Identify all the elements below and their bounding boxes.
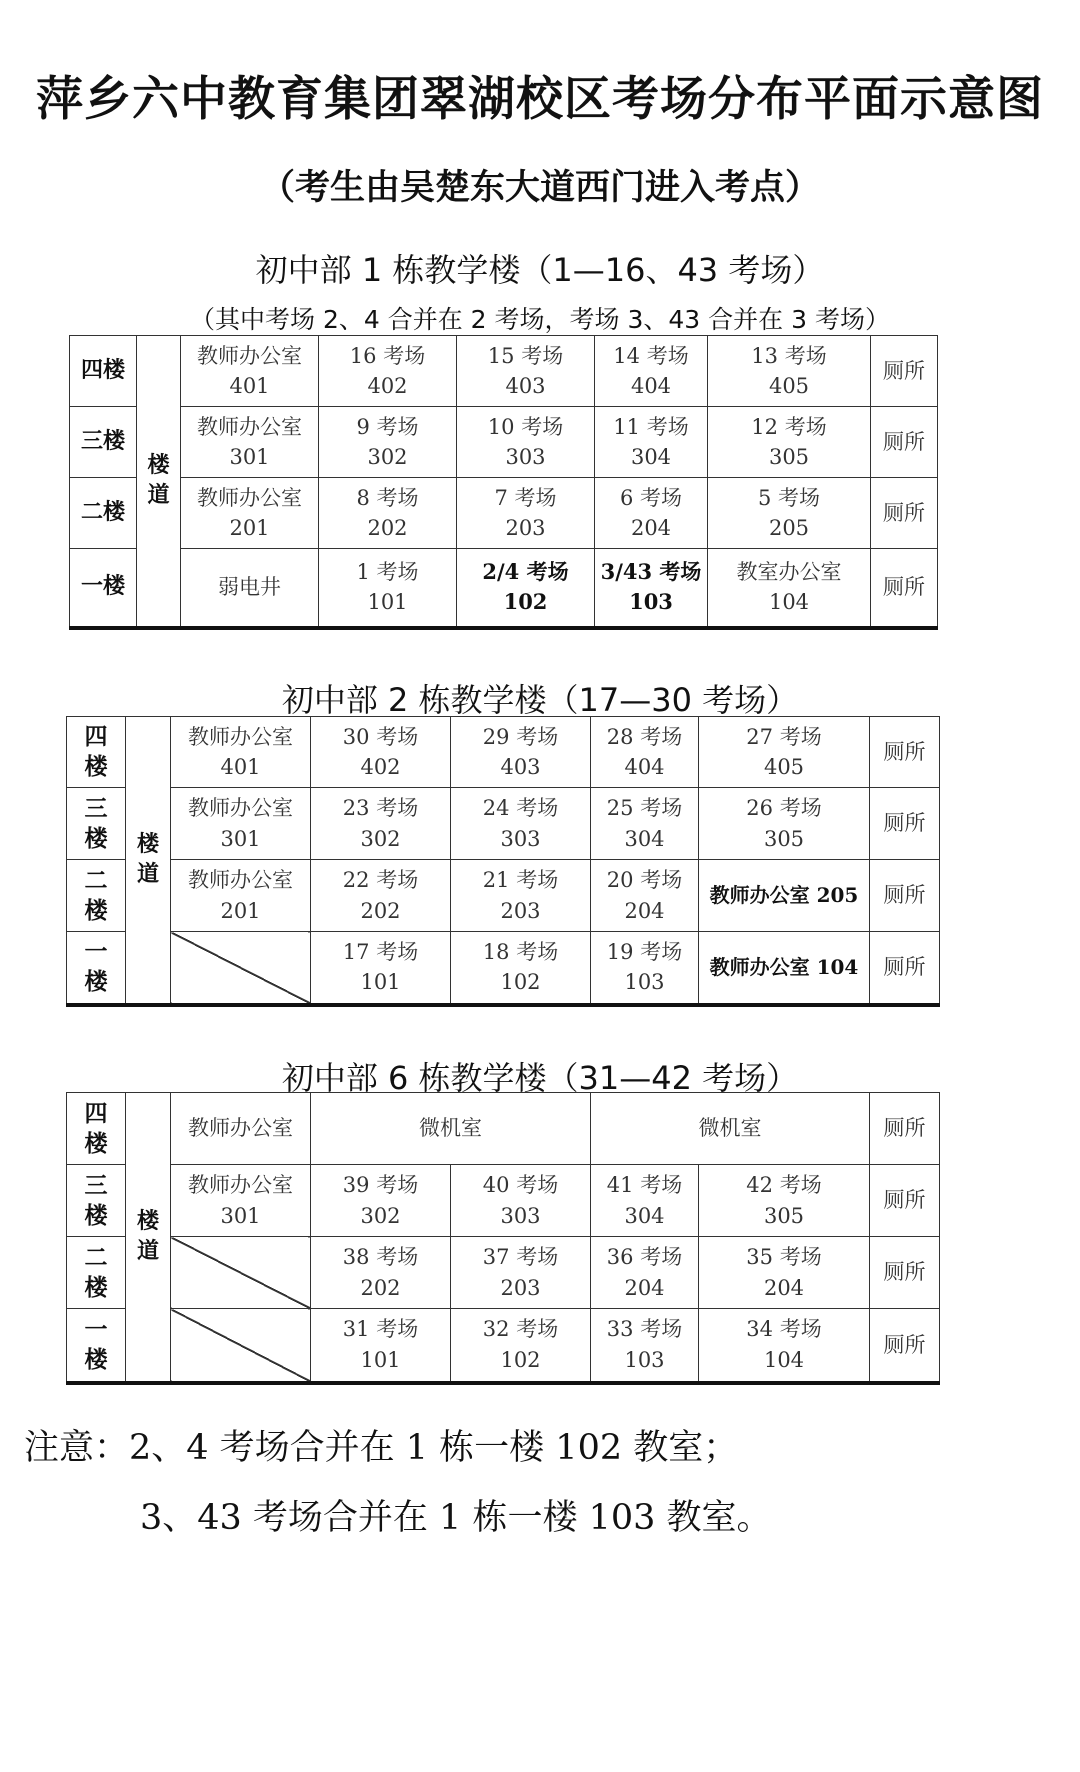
room-name: 12 考场 — [751, 414, 827, 439]
room-number: 101 — [360, 1347, 401, 1372]
room-name: 29 考场 — [482, 724, 559, 749]
room-number: 401 — [220, 755, 261, 779]
room-cell — [319, 407, 457, 478]
floor-row-3 — [67, 1165, 940, 1237]
room-name: 教师办公室 — [188, 724, 293, 749]
room-cell — [451, 717, 591, 788]
room-name: 36 考场 — [606, 1245, 683, 1270]
room-cell — [699, 1237, 870, 1309]
room-cell — [591, 932, 699, 1005]
room-cell — [319, 549, 457, 628]
floor-label: 四楼 — [67, 1093, 126, 1165]
room-name: 8 考场 — [356, 485, 419, 510]
room-cell — [451, 1237, 591, 1309]
room-name: 11 考场 — [613, 414, 689, 439]
corridor-cell — [126, 1093, 171, 1383]
note-line-1: 注意：2、4 考场合并在 1 栋一楼 102 教室； — [24, 1428, 739, 1468]
room-number: 203 — [500, 1275, 541, 1300]
room-number: 302 — [360, 826, 401, 851]
room-name: 19 考场 — [606, 939, 683, 964]
room-number: 303 — [500, 1203, 541, 1228]
room-name: 41 考场 — [606, 1173, 683, 1198]
floor-row-3 — [70, 407, 938, 478]
room-cell — [451, 788, 591, 860]
room-number: 304 — [630, 445, 672, 469]
room-cell — [171, 717, 311, 788]
room-name: 10 考场 — [487, 414, 564, 439]
building1-subtitle: （其中考场 2、4 合并在 2 考场，考场 3、43 合并在 3 考场） — [190, 305, 890, 334]
room-number: 102 — [500, 1347, 541, 1372]
room-number: 301 — [220, 826, 261, 851]
toilet-cell: 厕所 — [871, 549, 938, 628]
floor-label: 一楼 — [70, 549, 137, 628]
room-cell — [708, 549, 871, 628]
room-number: 103 — [629, 589, 673, 615]
room-number: 205 — [768, 516, 810, 540]
merged-room-cell — [457, 549, 595, 628]
floor-label: 二楼 — [70, 478, 137, 549]
empty-crossed-cell — [171, 1309, 311, 1383]
room-name: 16 考场 — [349, 343, 426, 368]
room-name: 教师办公室 — [188, 796, 293, 821]
room-number: 302 — [367, 445, 408, 469]
room-name: 21 考场 — [482, 868, 559, 893]
floor-label: 四楼 — [70, 336, 137, 407]
floor-label: 一楼 — [67, 1309, 126, 1383]
room-name: 39 考场 — [342, 1173, 419, 1198]
room-name: 1 考场 — [356, 559, 419, 584]
floor-row-2 — [67, 1237, 940, 1309]
room-number: 102 — [503, 589, 548, 615]
floor-label: 四楼 — [67, 717, 126, 788]
room-cell — [311, 788, 451, 860]
page-subtitle: （考生由吴楚东大道西门进入考点） — [259, 167, 820, 208]
toilet-cell: 厕所 — [871, 478, 938, 549]
corridor-label: 楼道 — [136, 1208, 159, 1264]
room-number: 303 — [505, 445, 546, 469]
corridor-label: 楼道 — [136, 831, 159, 887]
room-number: 404 — [624, 755, 665, 779]
room-number: 405 — [768, 374, 810, 398]
floor-row-2 — [67, 860, 940, 932]
room-number: 204 — [763, 1275, 805, 1300]
toilet-cell: 厕所 — [870, 860, 940, 932]
room-cell — [457, 336, 595, 407]
toilet-cell: 厕所 — [870, 1237, 940, 1309]
room-cell — [699, 788, 870, 860]
floor-label: 二楼 — [67, 1237, 126, 1309]
floor-row-3 — [67, 788, 940, 860]
room-cell — [591, 788, 699, 860]
room-number: 104 — [763, 1347, 805, 1372]
toilet-cell: 厕所 — [870, 1309, 940, 1383]
room-name: 2/4 考场 — [482, 558, 569, 584]
floor-row-4 — [67, 1093, 940, 1165]
room-name: 7 考场 — [494, 485, 557, 510]
floor-label: 一楼 — [67, 932, 126, 1005]
building2-title: 初中部 2 栋教学楼（17—30 考场） — [281, 681, 799, 719]
room-cell — [171, 1165, 311, 1237]
room-name: 37 考场 — [482, 1245, 559, 1270]
room-number: 204 — [624, 1275, 665, 1300]
building2-floor-plan — [66, 716, 940, 1007]
building6-floor-plan — [66, 1092, 940, 1385]
room-cell — [591, 860, 699, 932]
room-number: 401 — [229, 374, 270, 398]
room-cell: 教师办公室 — [171, 1093, 311, 1165]
room-cell — [591, 1165, 699, 1237]
room-number: 403 — [505, 374, 546, 398]
room-name: 28 考场 — [606, 724, 683, 749]
room-number: 203 — [505, 516, 546, 540]
room-number: 404 — [630, 374, 672, 398]
room-name: 20 考场 — [606, 868, 683, 893]
room-cell — [451, 1165, 591, 1237]
room-name: 30 考场 — [342, 724, 419, 749]
toilet-cell: 厕所 — [870, 1165, 940, 1237]
room-name: 33 考场 — [606, 1317, 683, 1342]
room-number: 301 — [229, 445, 270, 469]
corridor-cell — [137, 336, 181, 628]
room-number: 305 — [763, 826, 805, 851]
room-name: 31 考场 — [342, 1317, 419, 1342]
room-cell — [451, 1309, 591, 1383]
room-number: 301 — [220, 1203, 261, 1228]
room-cell — [311, 1237, 451, 1309]
note-line-2: 3、43 考场合并在 1 栋一楼 103 教室。 — [140, 1498, 772, 1538]
room-number: 303 — [500, 826, 541, 851]
room-cell — [591, 1309, 699, 1383]
floor-label: 二楼 — [67, 860, 126, 932]
room-cell — [319, 478, 457, 549]
room-name: 教师办公室 — [197, 485, 302, 510]
room-cell — [595, 478, 708, 549]
room-cell — [595, 407, 708, 478]
room-name: 25 考场 — [606, 796, 683, 821]
room-name: 弱电井 — [218, 575, 281, 600]
floor-row-4 — [70, 336, 938, 407]
toilet-cell: 厕所 — [870, 1093, 940, 1165]
room-cell — [181, 549, 319, 628]
room-number: 201 — [220, 898, 261, 923]
room-name: 40 考场 — [482, 1173, 559, 1198]
room-cell — [311, 717, 451, 788]
room-number: 103 — [624, 970, 665, 995]
room-number: 101 — [360, 970, 401, 995]
room-number: 402 — [360, 755, 401, 779]
room-number: 104 — [768, 590, 810, 615]
room-number: 304 — [624, 826, 665, 851]
page-title: 萍乡六中教育集团翠湖校区考场分布平面示意图 — [36, 72, 1044, 127]
room-cell — [311, 932, 451, 1005]
room-name: 15 考场 — [487, 343, 564, 368]
room-cell — [319, 336, 457, 407]
room-cell — [181, 407, 319, 478]
room-name: 38 考场 — [342, 1245, 419, 1270]
room-number: 204 — [630, 516, 672, 540]
toilet-cell: 厕所 — [870, 717, 940, 788]
computer-lab-cell: 微机室 — [591, 1093, 870, 1165]
room-name: 23 考场 — [342, 796, 419, 821]
room-cell — [451, 932, 591, 1005]
empty-crossed-cell — [171, 1237, 311, 1309]
room-name: 27 考场 — [746, 724, 822, 749]
room-number: 103 — [624, 1347, 665, 1372]
room-cell — [457, 407, 595, 478]
room-name: 教师办公室 — [188, 868, 293, 893]
room-name: 5 考场 — [757, 485, 821, 510]
room-cell — [708, 478, 871, 549]
room-cell — [708, 336, 871, 407]
room-cell — [699, 1309, 870, 1383]
room-name: 24 考场 — [482, 796, 559, 821]
room-name: 35 考场 — [746, 1245, 822, 1270]
room-cell — [311, 860, 451, 932]
room-name: 17 考场 — [342, 939, 419, 964]
room-number: 101 — [367, 590, 408, 615]
floor-row-4 — [67, 717, 940, 788]
room-number: 102 — [500, 970, 541, 995]
room-name: 22 考场 — [342, 868, 419, 893]
room-cell — [595, 336, 708, 407]
room-number: 405 — [763, 755, 805, 779]
room-name: 32 考场 — [482, 1317, 559, 1342]
room-number: 304 — [624, 1203, 665, 1228]
room-cell — [708, 407, 871, 478]
room-cell — [591, 1237, 699, 1309]
computer-lab-cell: 微机室 — [311, 1093, 591, 1165]
room-cell — [171, 788, 311, 860]
room-name: 13 考场 — [751, 343, 827, 368]
floor-label: 三楼 — [67, 1165, 126, 1237]
floor-label: 三楼 — [67, 788, 126, 860]
corridor-label: 楼道 — [147, 452, 170, 508]
room-number: 202 — [360, 898, 401, 923]
room-name: 9 考场 — [356, 414, 419, 439]
room-number: 201 — [229, 516, 270, 540]
floor-row-1 — [70, 549, 938, 628]
floor-label: 三楼 — [70, 407, 137, 478]
room-cell — [171, 860, 311, 932]
office-cell: 教师办公室 205 — [699, 860, 870, 932]
room-name: 3/43 考场 — [600, 558, 702, 584]
room-name: 34 考场 — [746, 1317, 822, 1342]
room-cell — [457, 478, 595, 549]
toilet-cell: 厕所 — [871, 407, 938, 478]
room-name: 教师办公室 — [197, 343, 302, 368]
room-number: 204 — [624, 898, 665, 923]
room-number: 302 — [360, 1203, 401, 1228]
floor-row-1 — [67, 1309, 940, 1383]
floor-row-1 — [67, 932, 940, 1005]
building1-title: 初中部 1 栋教学楼（1—16、43 考场） — [255, 251, 825, 289]
room-cell — [311, 1309, 451, 1383]
room-cell — [311, 1165, 451, 1237]
room-cell — [699, 717, 870, 788]
room-cell — [451, 860, 591, 932]
room-name: 教师办公室 — [188, 1173, 293, 1198]
building6-title: 初中部 6 栋教学楼（31—42 考场） — [281, 1059, 799, 1097]
toilet-cell: 厕所 — [871, 336, 938, 407]
merged-room-cell — [595, 549, 708, 628]
room-number: 305 — [768, 445, 810, 469]
toilet-cell: 厕所 — [870, 788, 940, 860]
room-name: 6 考场 — [619, 485, 683, 510]
room-number: 403 — [500, 755, 541, 779]
room-number: 202 — [367, 516, 408, 540]
room-name: 教室办公室 — [736, 559, 842, 584]
office-cell: 教师办公室 104 — [699, 932, 870, 1005]
room-number: 402 — [367, 374, 408, 398]
room-cell — [181, 336, 319, 407]
room-name: 教师办公室 — [197, 414, 302, 439]
corridor-cell — [126, 717, 171, 1005]
room-number: 202 — [360, 1275, 401, 1300]
room-cell — [699, 1165, 870, 1237]
toilet-cell: 厕所 — [870, 932, 940, 1005]
room-number: 305 — [763, 1203, 805, 1228]
room-cell — [181, 478, 319, 549]
room-name: 26 考场 — [746, 796, 822, 821]
room-number: 203 — [500, 898, 541, 923]
empty-crossed-cell — [171, 932, 311, 1005]
room-name: 42 考场 — [746, 1173, 822, 1198]
building1-floor-plan — [69, 335, 938, 630]
room-name: 14 考场 — [613, 343, 689, 368]
room-cell — [591, 717, 699, 788]
floor-row-2 — [70, 478, 938, 549]
room-name: 18 考场 — [482, 939, 559, 964]
